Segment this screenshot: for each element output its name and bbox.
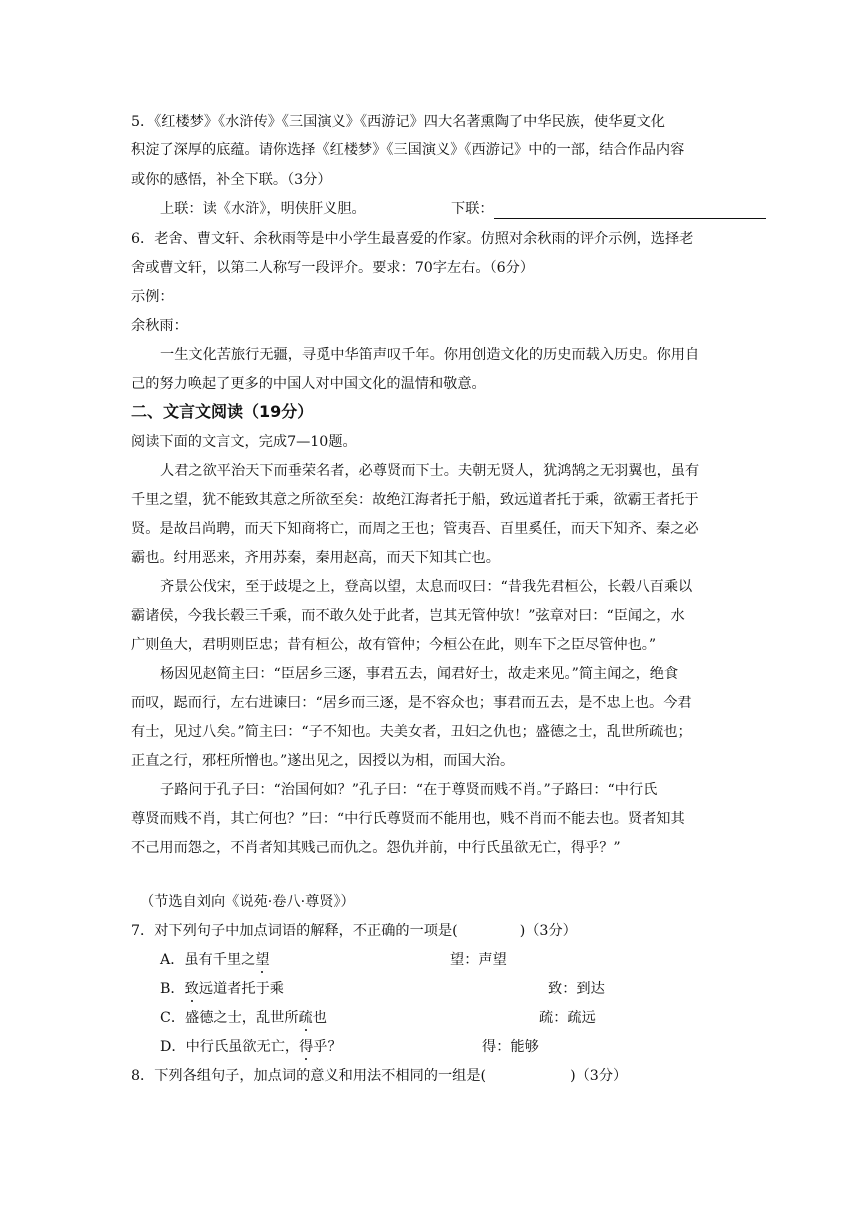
q8-stem-end: )（3分） (570, 1068, 628, 1084)
passage-p3-line-2: 而叹，跽而行，左右进谏曰：“居乡而三逐，是不容众也；事君而五去，是不忠上也。今君 (131, 695, 692, 711)
q7-stem-end: )（3分） (519, 923, 577, 939)
q5-lower-label: 下联： (451, 201, 494, 217)
passage-p2-line-2: 霸诸侯，今我长毂三千乘，而不敢久处于此者，岂其无管仲欤！”弦章对曰：“臣闻之，水 (131, 608, 685, 624)
q7-stem (131, 921, 577, 941)
passage-p1-line-2: 千里之望，犹不能致其意之所欲至矣：故绝江海者托于船，致远道者托于乘，欲霸王者托于 (131, 492, 699, 508)
q6-example-line-2: 己的努力唤起了更多的中国人对中国文化的温情和敬意。 (131, 376, 486, 392)
q7-option-a[interactable] (160, 950, 270, 970)
passage-p1-line-4: 霸也。纣用恶来，齐用苏秦，秦用赵高，而天下知其亡也。 (131, 550, 500, 566)
passage-p4-line-3: 不己用而怨之，不肖者知其贱己而仇之。怨仇并前，中行氏虽欲无亡，得乎？” (131, 840, 621, 856)
q7-option-b-answer: 致：到达 (548, 981, 605, 997)
q5-line-3: 或你的感悟，补全下联。（3分） (131, 172, 332, 188)
q7-option-d[interactable] (160, 1037, 342, 1057)
passage-p4-line-2: 尊贤而贱不肖，其亡何也？”曰：“中行氏尊贤而不能用也，贱不肖而不能去也。贤者知其 (131, 811, 685, 827)
q7-option-d-answer: 得：能够 (482, 1039, 539, 1055)
passage-p2-line-3: 广则鱼大，君明则臣忠；昔有桓公，故有管仲；今桓公在此，则车下之臣尽管仲也。” (131, 637, 657, 653)
q8-stem-text: 8．下列各组句子，加点词的意义和用法不相同的一组是( (131, 1068, 487, 1084)
option-text: D．中行氏虽欲无亡， (160, 1039, 300, 1055)
q6-line-1: 6．老舍、曹文轩、余秋雨等是中小学生最喜爱的作家。仿照对余秋雨的评介示例，选择老 (131, 231, 694, 247)
dotted-word: 得 (299, 1039, 314, 1055)
q6-example-line-1: 一生文化苦旅行无疆，寻觅中华笛声叹千年。你用创造文化的历史而载入历史。你用自 (160, 347, 700, 363)
q5-answer-blank[interactable] (494, 204, 766, 219)
q7-option-c-answer: 疏：疏远 (539, 1010, 596, 1026)
passage-p3-line-4: 正直之行，邪枉所憎也。”遂出见之，因授以为相，而国大治。 (131, 753, 515, 769)
q8-stem (131, 1066, 627, 1086)
passage-p1-line-3: 贤。是故吕尚聘，而天下知商将亡，而周之王也；管夷吾、百里奚任，而天下知齐、秦之必 (131, 521, 699, 537)
section-intro: 阅读下面的文言文，完成7—10题。 (131, 434, 357, 450)
passage-p4-line-1: 子路问于孔子曰：“治国何如？”孔子曰：“在于尊贤而贱不肖。”子路曰：“中行氏 (160, 782, 658, 798)
q5-line-1: 5．《红楼梦》《水浒传》《三国演义》《西游记》四大名著熏陶了中华民族，使华夏文化 (131, 114, 665, 130)
option-text: B． (160, 981, 185, 997)
q6-example-name: 余秋雨： (131, 318, 188, 334)
q6-example-label: 示例： (131, 289, 174, 305)
q7-stem-text: 7．对下列句子中加点词语的解释，不正确的一项是( (131, 923, 458, 939)
dotted-word: 疏 (298, 1010, 313, 1026)
q5-lower-couplet (451, 199, 766, 219)
passage-p2-line-1: 齐景公伐宋，至于歧堤之上，登高以望，太息而叹曰：“昔我先君桓公，长毂八百乘以 (160, 579, 693, 595)
option-text: A．虽有千里之 (160, 952, 256, 968)
option-text: C．盛德之士，乱世所 (160, 1010, 299, 1026)
q7-option-c[interactable] (160, 1008, 327, 1028)
passage-p3-line-3: 有士，见过八矣。”简主曰：“子不知也。夫美女者，丑妇之仇也；盛德之士，乱世所疏也； (131, 724, 692, 740)
section-title: 二、文言文阅读（19分） (131, 402, 314, 421)
passage-source: （节选自刘向《说苑·卷八·尊贤》） (140, 894, 355, 910)
q7-option-a-answer: 望：声望 (450, 952, 507, 968)
passage-p1-line-1: 人君之欲平治天下而垂荣名者，必尊贤而下士。夫朝无贤人，犹鸿鹄之无羽翼也，虽有 (160, 463, 700, 479)
option-text: 乎？ (313, 1039, 342, 1055)
dotted-word: 致 (184, 981, 199, 997)
q7-option-b[interactable] (160, 979, 284, 999)
q5-upper-couplet: 上联：读《水浒》，明侠肝义胆。 (160, 201, 366, 217)
option-text: 远道者托于乘 (198, 981, 284, 997)
option-text: 也 (312, 1010, 327, 1026)
passage-p3-line-1: 杨因见赵简主曰：“臣居乡三逐，事君五去，闻君好士，故走来见。”简主闻之，绝食 (160, 666, 679, 682)
q5-line-2: 积淀了深厚的底蕴。请你选择《红楼梦》《三国演义》《西游记》中的一部，结合作品内容 (131, 142, 685, 158)
q6-line-2: 舍或曹文轩，以第二人称写一段评介。要求：70字左右。（6分） (131, 260, 535, 276)
dotted-word: 望 (255, 952, 270, 968)
